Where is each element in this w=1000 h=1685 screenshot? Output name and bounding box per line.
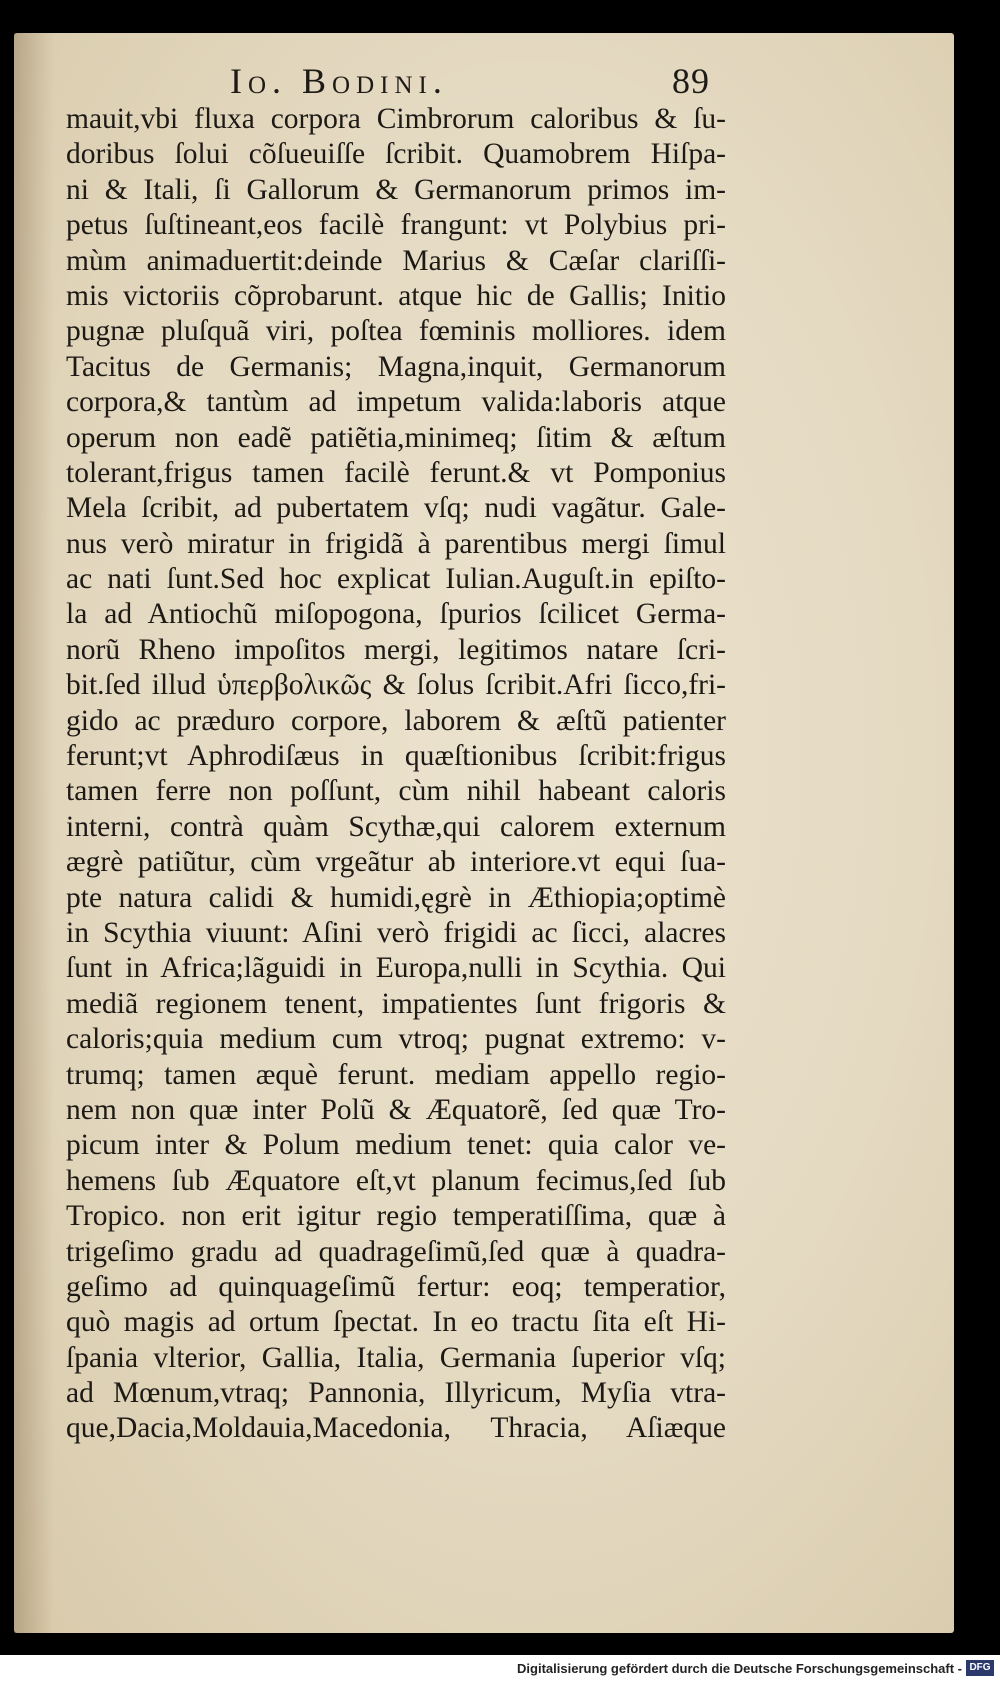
text-line: Tacitus de Germanis; Magna,inquit, Germanorum: [66, 350, 726, 383]
text-line: operum non eadẽ patiẽtia,minimeq; ſitim & æſtum: [66, 421, 726, 454]
text-line: tolerant,frigus tamen facilè ferunt.& vt Pomponius: [66, 456, 726, 489]
text-line: bit.ſed illud ὑπερβολικῶς & ſolus ſcribit.Afri ſicco,fri-: [66, 669, 726, 702]
text-line: mediã regionem tenent, impatientes ſunt frigoris &: [66, 987, 726, 1020]
page-header: [230, 60, 710, 102]
text-line: nem non quæ inter Polũ & Æquatorẽ, ſed quæ Tro-: [66, 1093, 726, 1126]
text-line: geſimo ad quinquageſimũ fertur: eoq; temperatior,: [66, 1270, 726, 1303]
text-line: doribus ſolui cõſueuiſſe ſcribit. Quamobrem Hiſpa-: [66, 138, 726, 171]
text-line: quò magis ad ortum ſpectat. In eo tractu ſita eſt Hi-: [66, 1306, 726, 1339]
text-line: ac nati ſunt.Sed hoc explicat Iulian.Auguſt.in epiſto-: [66, 563, 726, 596]
text-line: picum inter & Polum medium tenet: quia calor ve-: [66, 1129, 726, 1162]
text-line: nus verò miratur in frigidã à parentibus mergi ſimul: [66, 527, 726, 560]
text-line: mis victoriis cõprobarunt. atque hic de Gallis; Initio: [66, 279, 726, 312]
text-line: trumq; tamen æquè ferunt. mediam appello regio-: [66, 1058, 726, 1091]
text-line: norũ Rheno impoſitos mergi, legitimos natare ſcri-: [66, 633, 726, 666]
text-line: ſpania vlterior, Gallia, Italia, Germania ſuperior vſq;: [66, 1341, 726, 1374]
text-line: caloris;quia medium cum vtroq; pugnat extremo: v-: [66, 1023, 726, 1056]
text-line: ad Mœnum,vtraq; Pannonia, Illyricum, Myſia vtra-: [66, 1377, 726, 1410]
page-number: 89: [672, 61, 710, 101]
text-line: pte natura calidi & humidi,ęgrè in Æthiopia;optimè: [66, 881, 726, 914]
text-line: Mela ſcribit, ad pubertatem vſq; nudi vagãtur. Gale-: [66, 492, 726, 525]
body-text: [66, 102, 726, 1447]
dfg-logo: DFG: [966, 1660, 994, 1676]
running-title: Io. Bodini.: [230, 61, 448, 101]
text-line: que,Dacia,Moldauia,Macedonia, Thracia, Aſiæque: [66, 1412, 726, 1445]
text-line: mùm animaduertit:deinde Marius & Cæſar clariſſi-: [66, 244, 726, 277]
text-line: ni & Itali, ſi Gallorum & Germanorum primos im-: [66, 173, 726, 206]
text-line: Tropico. non erit igitur regio temperatiſſima, quæ à: [66, 1200, 726, 1233]
text-line: mauit,vbi fluxa corpora Cimbrorum caloribus & ſu-: [66, 103, 726, 135]
text-line: ſunt in Africa;lãguidi in Europa,nulli in Scythia. Qui: [66, 952, 726, 985]
funding-notice: Digitalisierung gefördert durch die Deutsche Forschungsgemeinschaft -: [517, 1661, 962, 1676]
text-line: interni, contrà quàm Scythæ,qui calorem externum: [66, 810, 726, 843]
page-gutter-shadow: [14, 33, 54, 1633]
text-line: petus ſuſtineant,eos facilè frangunt: vt Polybius pri-: [66, 209, 726, 242]
text-line: in Scythia viuunt: Aſini verò frigidi ac ſicci, alacres: [66, 916, 726, 949]
text-line: hemens ſub Æquatore eſt,vt planum fecimus,ſed ſub: [66, 1164, 726, 1197]
footer-bar: [0, 1655, 1000, 1685]
text-line: ægrè patiũtur, cùm vrgeãtur ab interiore.vt equi ſua-: [66, 846, 726, 879]
text-line: pugnæ pluſquã viri, poſtea fœminis molliores. idem: [66, 315, 726, 348]
text-line: la ad Antiochũ miſopogona, ſpurios ſcilicet Germa-: [66, 598, 726, 631]
text-line: corpora,& tantùm ad impetum valida:laboris atque: [66, 386, 726, 419]
text-line: tamen ferre non poſſunt, cùm nihil habeant caloris: [66, 775, 726, 808]
text-line: ferunt;vt Aphrodiſæus in quæſtionibus ſcribit:frigus: [66, 740, 726, 773]
text-line: gido ac præduro corpore, laborem & æſtũ patienter: [66, 704, 726, 737]
text-line: trigeſimo gradu ad quadrageſimũ,ſed quæ à quadra-: [66, 1235, 726, 1268]
